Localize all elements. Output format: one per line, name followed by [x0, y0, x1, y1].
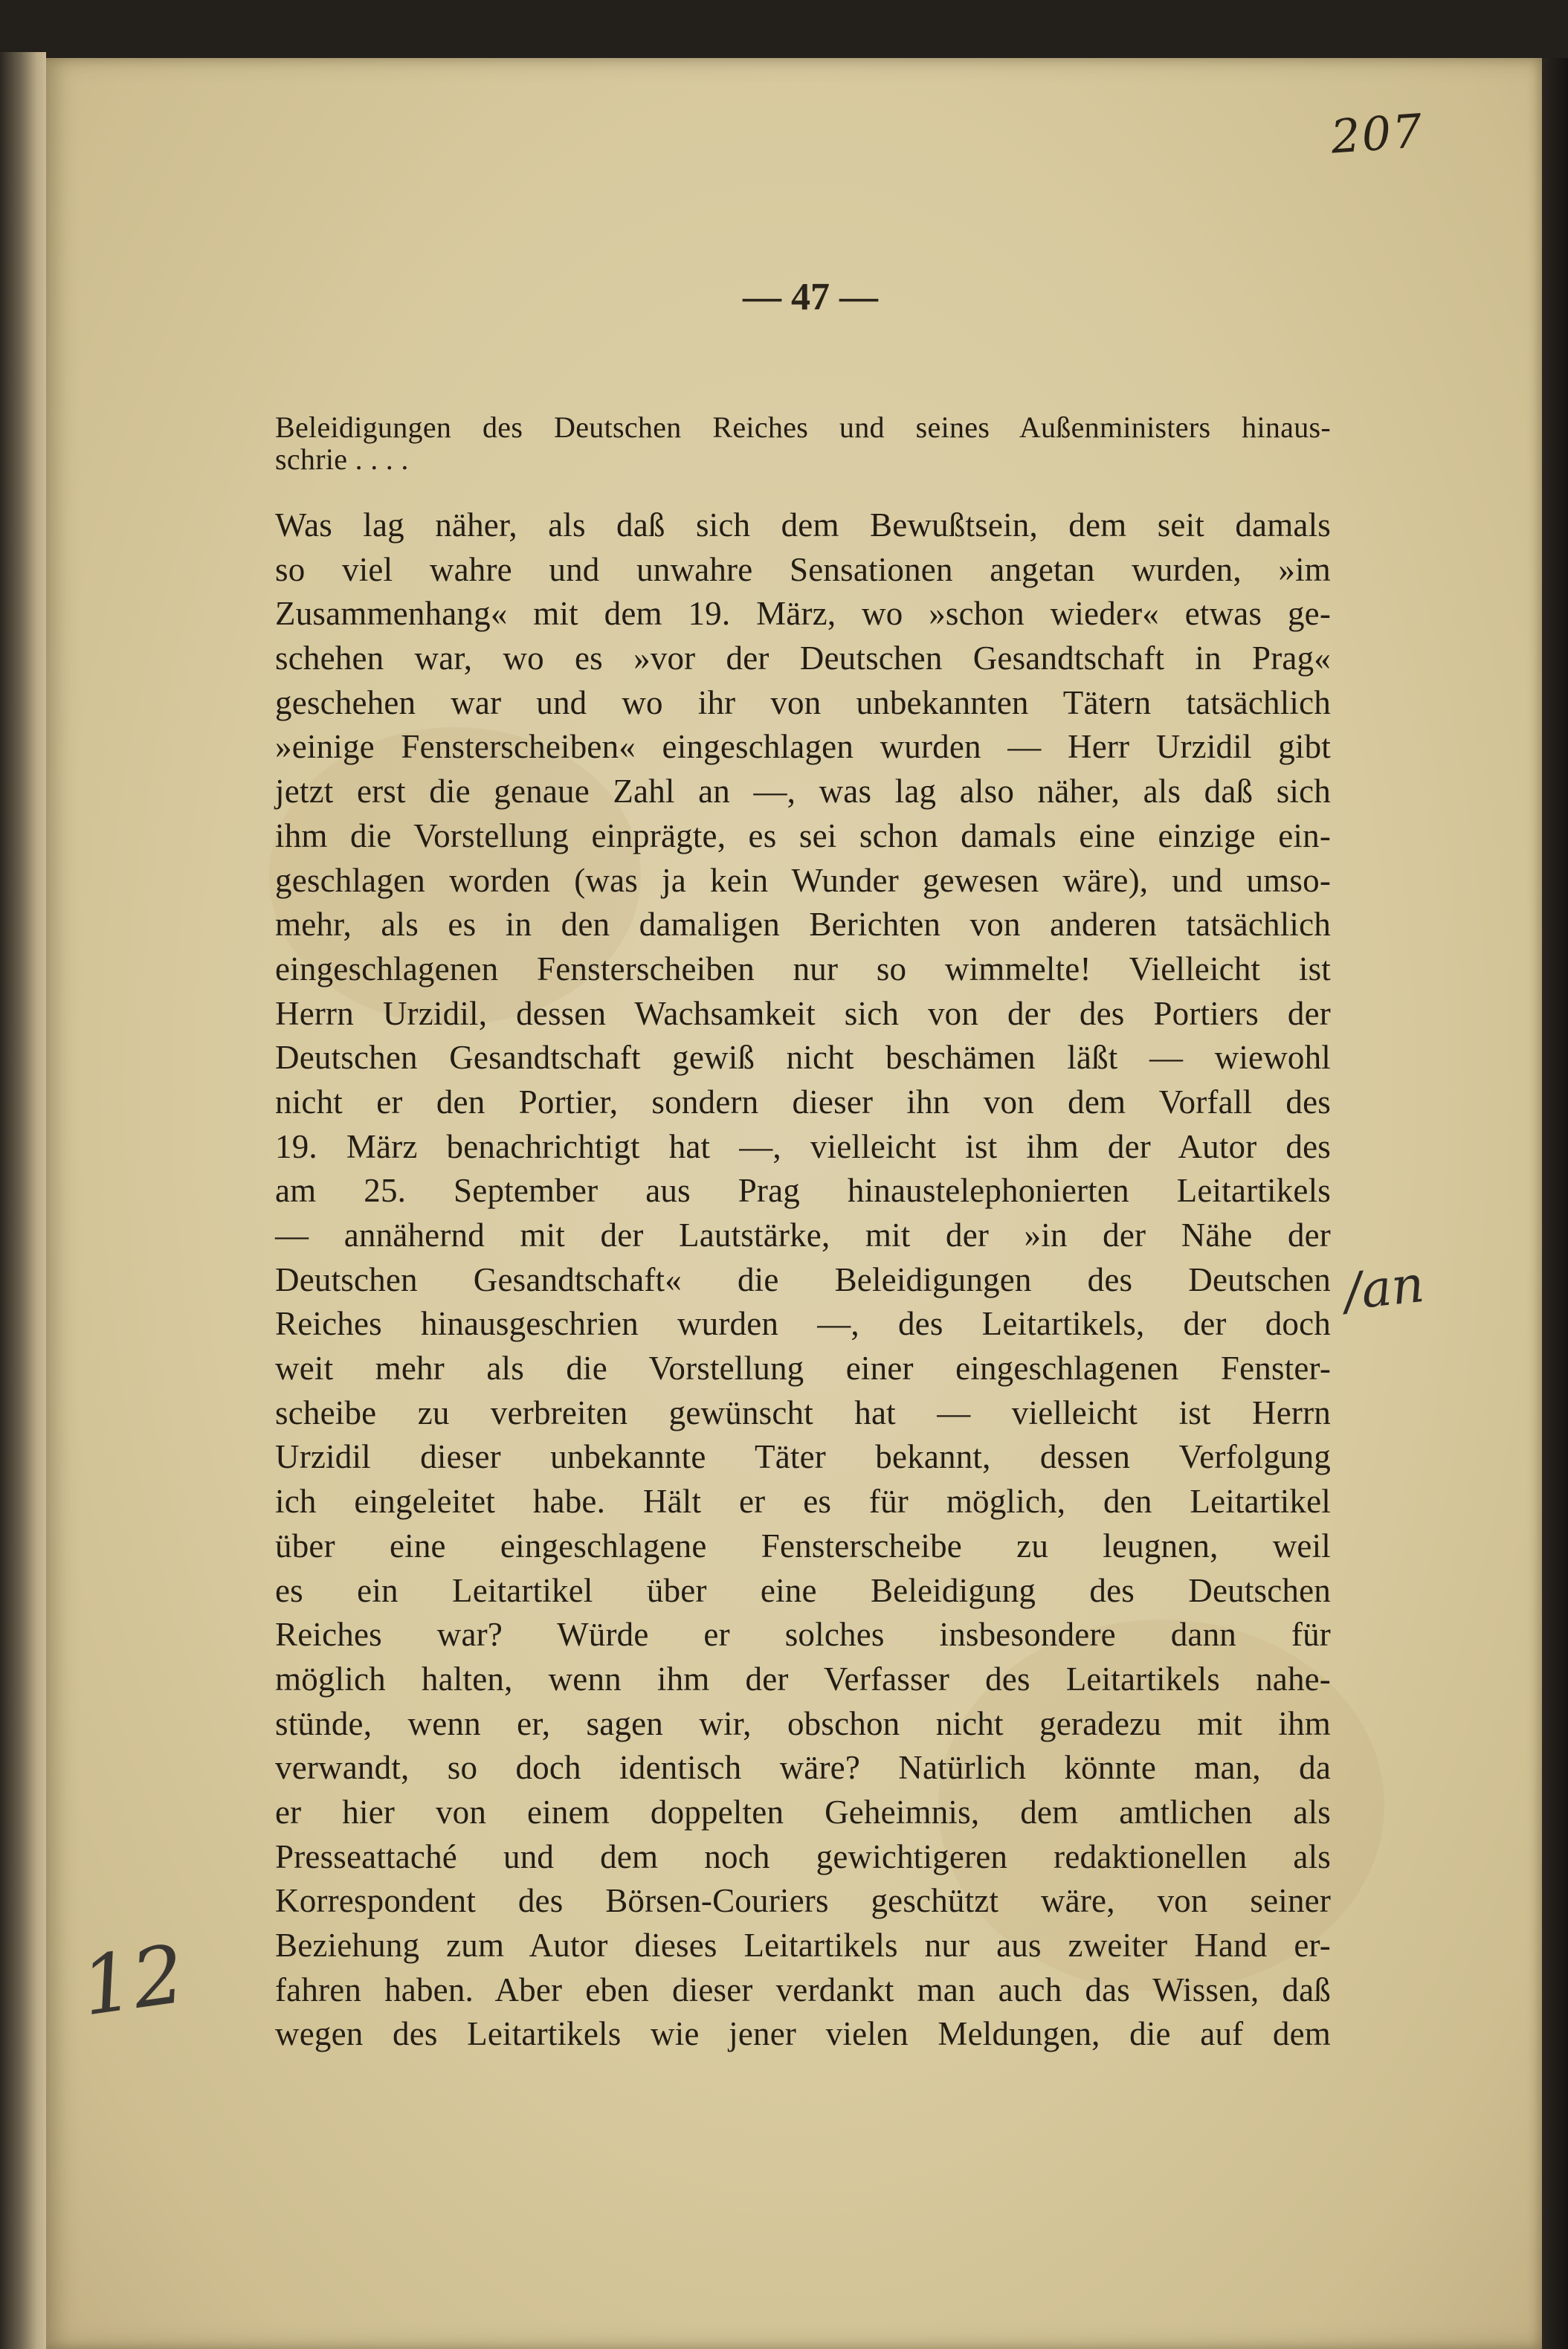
handwritten-margin-note-left: 12 — [76, 1927, 190, 2034]
text-line: jetzt erst die genaue Zahl an —, was lag also näher, als daß sich — [275, 773, 1331, 811]
text-line: Reiches war? Würde er solches insbesondere dann für — [275, 1616, 1331, 1654]
text-line: Herrn Urzidil, dessen Wachsamkeit sich von der des Portiers der — [275, 994, 1331, 1032]
text-line: mehr, als es in den damaligen Berichten von anderen tatsächlich — [275, 906, 1331, 944]
text-line: fahren haben. Aber eben dieser verdankt man auch das Wissen, daß — [275, 1971, 1331, 2008]
text-line: Deutschen Gesandtschaft gewiß nicht beschämen läßt — wiewohl — [275, 1039, 1331, 1077]
text-line: 19. März benachrichtigt hat —, vielleicht ist ihm der Autor des — [275, 1127, 1331, 1165]
text-line: wegen des Leitartikels wie jener vielen Meldungen, die auf dem — [275, 2015, 1331, 2053]
text-line: am 25. September aus Prag hinaustelephonierten Leitartikels — [275, 1172, 1331, 1210]
text-line: scheibe zu verbreiten gewünscht hat — vielleicht ist Herrn — [275, 1393, 1331, 1431]
text-line: »einige Fensterscheiben« eingeschlagen wurden — Herr Urzidil gibt — [275, 728, 1331, 766]
text-line: Was lag näher, als daß sich dem Bewußtsein, dem seit damals — [275, 506, 1331, 544]
text-line: nicht er den Portier, sondern dieser ihn von dem Vorfall des — [275, 1083, 1331, 1121]
text-line: Beziehung zum Autor dieses Leitartikels nur aus zweiter Hand er- — [275, 1927, 1331, 1964]
scan-top-border — [0, 0, 1568, 59]
text-line: ich eingeleitet habe. Hält er es für möglich, den Leitartikel — [275, 1483, 1331, 1521]
text-line: Presseattaché und dem noch gewichtigeren redaktionellen als — [275, 1837, 1331, 1875]
text-line: — annähernd mit der Lautstärke, mit der »in der Nähe der — [275, 1217, 1331, 1254]
text-line: über eine eingeschlagene Fensterscheibe zu leugnen, weil — [275, 1527, 1331, 1565]
text-line: weit mehr als die Vorstellung einer eingeschlagenen Fenster- — [275, 1350, 1331, 1388]
text-line: geschehen war und wo ihr von unbekannten Tätern tatsächlich — [275, 683, 1331, 721]
text-line: Korrespondent des Börsen-Couriers geschützt wäre, von seiner — [275, 1882, 1331, 1920]
fragment-line: schrie . . . . — [275, 442, 409, 476]
text-line: geschlagen worden (was ja kein Wunder gewesen wäre), und umso- — [275, 861, 1331, 899]
text-line: eingeschlagenen Fensterscheiben nur so wimmelte! Vielleicht ist — [275, 950, 1331, 987]
fragment-line: Beleidigungen des Deutschen Reiches und seines Außenministers hinaus- — [275, 410, 1331, 444]
handwritten-folio-number: 207 — [1329, 103, 1425, 164]
page-number: — 47 — — [743, 276, 878, 318]
text-line: verwandt, so doch identisch wäre? Natürlich könnte man, da — [275, 1749, 1331, 1787]
scan-right-border — [1542, 58, 1568, 2349]
text-line: Urzidil dieser unbekannte Täter bekannt, dessen Verfolgung — [275, 1438, 1331, 1476]
text-line: Zusammenhang« mit dem 19. März, wo »schon wieder« etwas ge- — [275, 595, 1331, 633]
text-line: er hier von einem doppelten Geheimnis, dem amtlichen als — [275, 1793, 1331, 1831]
text-line: schehen war, wo es »vor der Deutschen Gesandtschaft in Prag« — [275, 639, 1331, 677]
text-line: Deutschen Gesandtschaft« die Beleidigungen des Deutschen — [275, 1260, 1331, 1298]
handwritten-margin-note-right: /an — [1341, 1254, 1427, 1322]
text-line: Reiches hinausgeschrien wurden —, des Leitartikels, der doch — [275, 1305, 1331, 1343]
page-body-text — [275, 407, 1331, 2057]
text-line: stünde, wenn er, sagen wir, obschon nicht geradezu mit ihm — [275, 1704, 1331, 1742]
text-line: so viel wahre und unwahre Sensationen angetan wurden, »im — [275, 550, 1331, 588]
text-line: möglich halten, wenn ihm der Verfasser des Leitartikels nahe- — [275, 1660, 1331, 1698]
text-line: ihm die Vorstellung einprägte, es sei schon damals eine einzige ein- — [275, 816, 1331, 854]
text-line: es ein Leitartikel über eine Beleidigung des Deutschen — [275, 1571, 1331, 1609]
book-spine — [0, 52, 46, 2349]
